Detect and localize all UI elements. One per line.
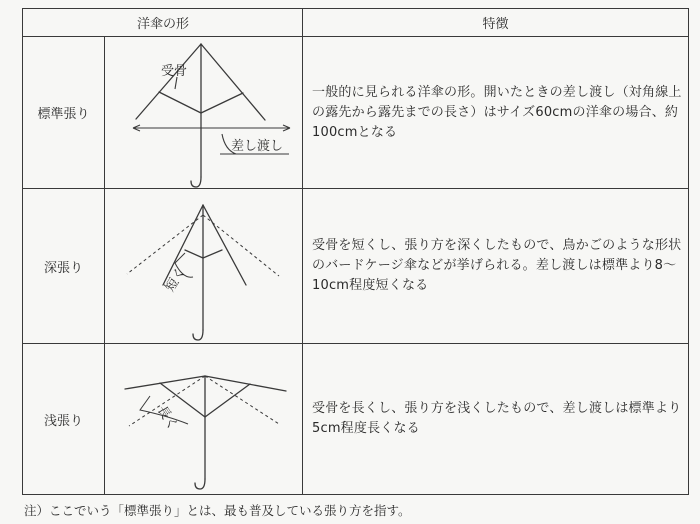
standard-outline-left: [127, 215, 203, 274]
handle: [195, 479, 205, 489]
row-description-shallow: [303, 344, 688, 494]
diagonal-label: 差し渡し: [231, 139, 284, 154]
stretcher-left: [159, 92, 201, 113]
row-description-standard: [303, 37, 688, 188]
row-name-standard: 標準張り: [37, 107, 90, 122]
handle: [193, 330, 203, 340]
row-description-deep: [303, 189, 688, 343]
description-text: 受骨を短くし、張り方を深くしたもので、鳥かごのような形状のバードケージ傘などが挙げられる。差し渡しは標準より8〜10cm程度短くなる: [312, 238, 682, 293]
header-shape: 洋傘の形: [136, 17, 189, 32]
long-label: 長く: [153, 403, 181, 434]
stretcher-left: [185, 250, 203, 258]
umbrella-table: [22, 8, 689, 495]
description-text: 受骨を長くし、張り方を浅くしたもので、差し渡しは標準より5cm程度長くなる: [312, 401, 682, 436]
row-name-deep: 深張り: [43, 260, 83, 276]
footnote: 注）ここでいう「標準張り」とは、最も普及している張り方を指す。: [24, 503, 411, 518]
short-label: 短く: [162, 264, 190, 295]
standard-umbrella-diagram: [105, 37, 302, 188]
stretcher-right: [201, 93, 243, 113]
handle: [191, 177, 201, 187]
description-text: 一般的に見られる洋傘の形。開いたときの差し渡し（対角線上の露先から露先までの長さ）はサイズ60cmの洋傘の場合、約100cmとなる: [312, 84, 682, 140]
rib-label: 受骨: [161, 64, 188, 79]
canopy-rib-right: [203, 205, 246, 285]
row-name-shallow: 浅張り: [43, 413, 83, 429]
shallow-umbrella-diagram: [105, 344, 302, 494]
stretcher-right: [205, 384, 250, 417]
deep-umbrella-diagram: [105, 189, 302, 343]
header-features: 特徴: [482, 17, 509, 32]
stretcher-right: [203, 250, 222, 258]
standard-outline-right: [203, 215, 279, 276]
